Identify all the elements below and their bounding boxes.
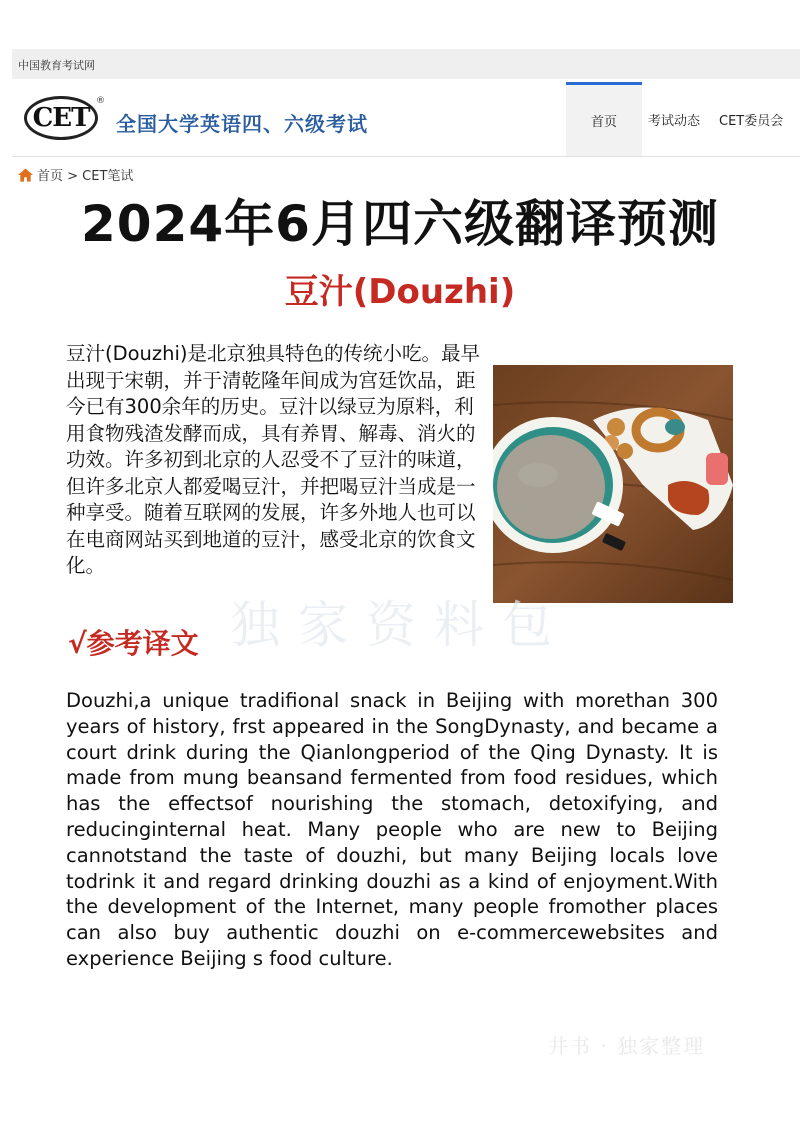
- chinese-passage: 豆汁(Douzhi)是北京独具特色的传统小吃。最早出现于宋朝，并于清乾隆年间成为宫廷饮品，距今已有300余年的历史。豆汁以绿豆为原料，利用食物残渣发酵而成，具有养胃、解毒、消火的功效。许多初到北京的人忍受不了豆汁的味道，但许多北京人都爱喝豆汁，并把喝豆汁当成是一种享受。随着互联网的发展，许多外地人也可以在电商网站买到地道的豆汁，感受北京的饮食文化。: [66, 342, 481, 577]
- reference-translation-label: √参考译文: [68, 627, 199, 660]
- breadcrumb: [18, 165, 133, 184]
- site-name[interactable]: 全国大学英语四、六级考试: [116, 112, 368, 136]
- logo-text: CET: [32, 103, 90, 133]
- site-label[interactable]: 中国教育考试网: [18, 59, 95, 72]
- registered-mark: ®: [96, 96, 105, 106]
- nav-exam-news[interactable]: 考试动态: [648, 113, 701, 129]
- nav-home[interactable]: 首页: [566, 82, 642, 156]
- english-passage: Douzhi,a unique tradifional snack in Beijing with morethan 300 years of history, frst appeared in the SongDynasty, and became a court drink during the Qianlongperiod of the Qing Dynasty. It is made from mung beansand fermented from food residues, which has the effectsof nourishing the stomach, detoxifying, and reducinginternal heat. Many people who are new to Beijing cannotstand the taste of douzhi, but many Beijing locals love todrink it and regard drinking douzhi as a kind of enjoyment.With the development of the Internet, many people fromother places can also buy authentic douzhi on e-commercewebsites and experience Beijing s food culture.: [66, 689, 718, 970]
- watermark-bottom: 井书 · 独家整理: [548, 1034, 706, 1058]
- douzhi-photo: [493, 365, 733, 603]
- site-header: [12, 82, 800, 157]
- breadcrumb-text[interactable]: 首页 > CET笔试: [37, 169, 134, 184]
- top-bar: [12, 49, 800, 79]
- page-title: 2024年6月四六级翻译预测: [81, 195, 719, 253]
- nav-cet-committee[interactable]: CET委员会: [719, 113, 784, 129]
- watermark-middle: 独家资料包: [230, 596, 570, 654]
- article-subtitle: 豆汁(Douzhi): [284, 272, 516, 312]
- cet-logo[interactable]: [24, 96, 98, 140]
- home-icon[interactable]: [18, 168, 33, 182]
